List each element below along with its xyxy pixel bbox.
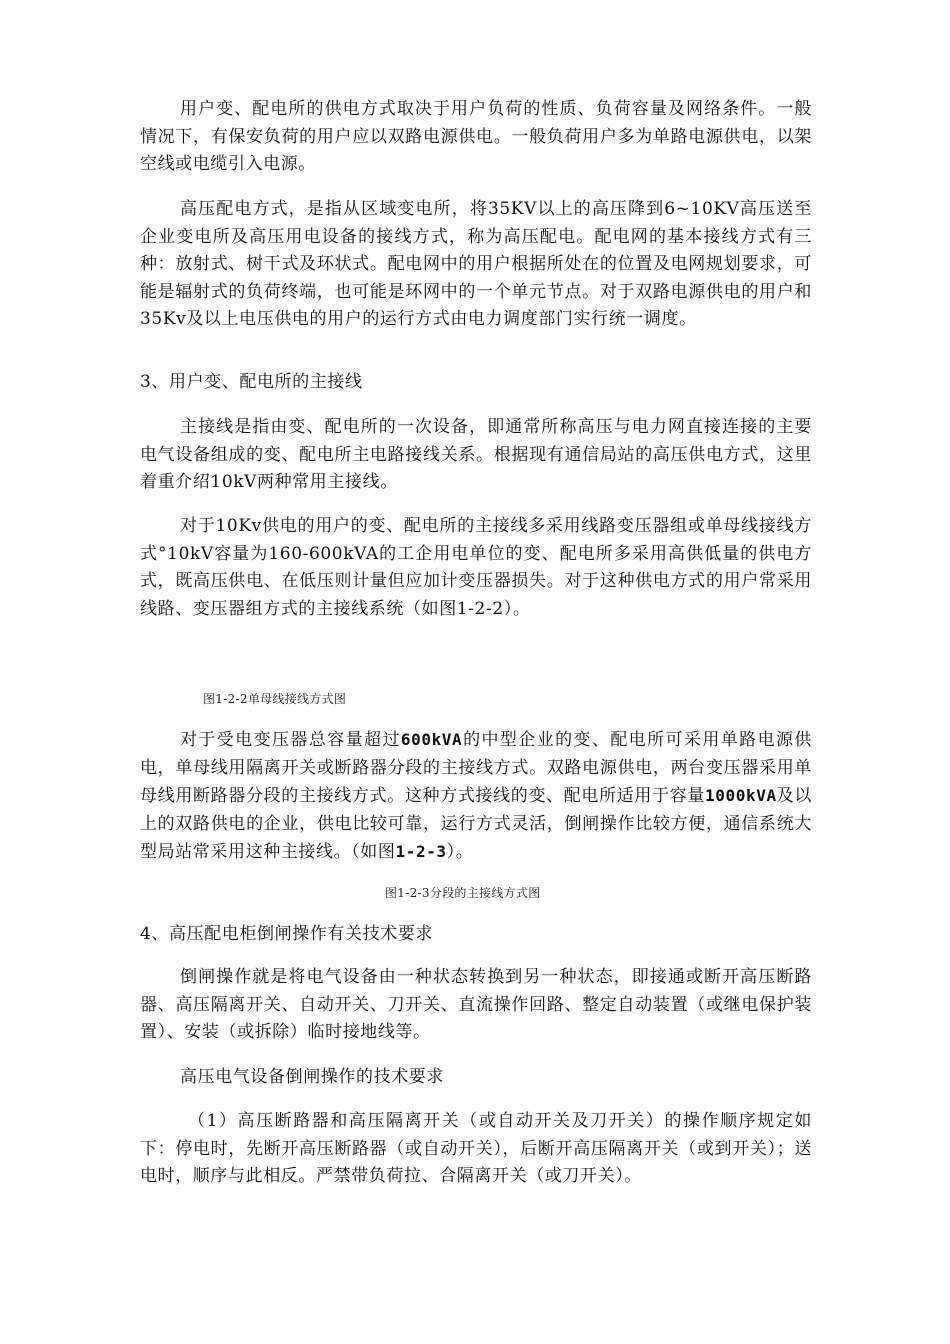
paragraph-sectioned-wiring bbox=[140, 726, 812, 867]
subheading-technical-requirements: 高压电气设备倒闸操作的技术要求 bbox=[180, 1067, 444, 1087]
paragraph-10kv-wiring: 对于10Kv供电的用户的变、配电所的主接线多采用线路变压器组或单母线接线方式°10kV容量为160-600kVA的工企用电单位的变、配电所多采用高供低量的供电方式，既高压供电、在低压则计量但应加计变压器损失。对于这种供电方式的用户常采用线路、变压器组方式的主接线系统（如图1-2-2）。 bbox=[140, 516, 812, 619]
text-run: 的中型企业的变、配电所可采用单路电源供电，单母线用隔离开关或断路器分段的主接线方式。双路电源供电，两台变压器采用单母线用断路器分段的主接线方式。这种方式接线的变、配电所适用于容量 bbox=[140, 730, 812, 806]
section-heading-3: 3、用户变、配电所的主接线 bbox=[140, 372, 363, 392]
text-run: 及以上的双路供电的企业，供电比较可靠，运行方式灵活，倒闸操作比较方便，通信系统大型局站常采用这种主接线。（如图 bbox=[140, 786, 813, 862]
paragraph-switching-operation: 倒闸操作就是将电气设备由一种状态转换到另一种状态，即接通或断开高压断路器、高压隔离开关、自动开关、刀开关、直流操作回路、整定自动装置（或继电保护装置）、安装（或拆除）临时接地线等。 bbox=[140, 967, 812, 1042]
figure-caption-1-2-3: 图1-2-3分段的主接线方式图 bbox=[385, 886, 541, 900]
paragraph-power-supply-mode: 用户变、配电所的供电方式取决于用户负荷的性质、负荷容量及网络条件。一般情况下，有保安负荷的用户应以双路电源供电。一般负荷用户多为单路电源供电，以架空线或电缆引入电源。 bbox=[140, 99, 812, 174]
paragraph-requirement-1: （1）高压断路器和高压隔离开关（或自动开关及刀开关）的操作顺序规定如下：停电时，先断开高压断路器（或自动开关），后断开高压隔离开关（或到开关）；送电时，顺序与此相反。严禁带负荷拉、合隔离开关（或刀开关）。 bbox=[140, 1111, 812, 1186]
capacity-600kva: 600kVA bbox=[400, 730, 463, 749]
figure-1-2-2-placeholder bbox=[140, 625, 812, 685]
figure-caption-1-2-2: 图1-2-2单母线接线方式图 bbox=[203, 692, 347, 706]
capacity-1000kva: 1000kVA bbox=[705, 786, 777, 805]
figure-ref-1-2-3: 1-2-3 bbox=[395, 842, 447, 861]
paragraph-high-voltage-distribution: 高压配电方式，是指从区域变电所，将35KV以上的高压降到6~10KV高压送至企业变电所及高压用电设备的接线方式，称为高压配电。配电网的基本接线方式有三种：放射式、树干式及环状式。配电网中的用户根据所处在的位置及电网规划要求，可能是辐射式的负荷终端，也可能是环网中的一个单元节点。对于双路电源供电的用户和35Kv及以上电压供电的用户的运行方式由电力调度部门实行统一调度。 bbox=[140, 199, 812, 329]
section-heading-4: 4、高压配电柜倒闸操作有关技术要求 bbox=[140, 924, 434, 944]
paragraph-main-wiring: 主接线是指由变、配电所的一次设备，即通常所称高压与电力网直接连接的主要电气设备组成的变、配电所主电路接线关系。根据现有通信局站的高压供电方式，这里着重介绍10kV两种常用主接线。 bbox=[140, 417, 812, 492]
text-run: 对于受电变压器总容量超过 bbox=[180, 730, 401, 750]
text-run: ）。 bbox=[446, 842, 474, 862]
